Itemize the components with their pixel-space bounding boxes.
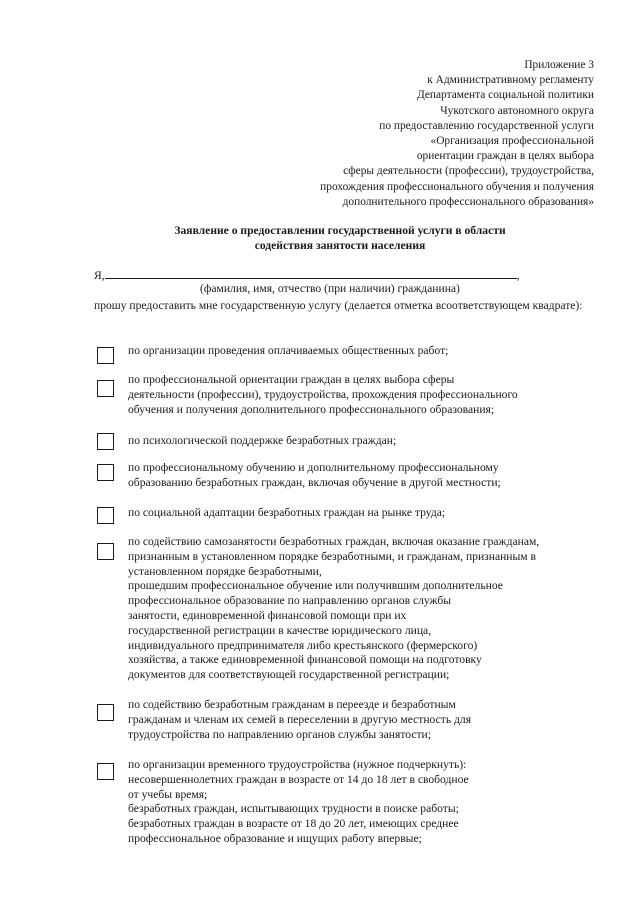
- header-line: «Организация профессиональной: [430, 135, 594, 148]
- header-line: дополнительного профессионального образования»: [342, 195, 594, 208]
- title-line: Заявление о предоставлении государственной услуги в области: [174, 224, 506, 237]
- option-checkbox[interactable]: [97, 380, 114, 397]
- header-line: Чукотского автономного округа: [440, 104, 594, 117]
- option-text: по содействию самозанятости безработных граждан, включая оказание гражданам, признанным в установленном порядке безработными, и гражданам, признанным в установленном порядке безработными, прошедшим профессиональное обучение или получившим дополнительное профессиональное образование по направлению органов службы занятости, единовременной финансовой помощи при их государственной регистрации в качестве юридического лица, индивидуального предпринимателя либо крестьянского (фермерского) хозяйства, а также единовременной финансовой помощи на подготовку документов для соответствующей государственной регистрации;: [128, 535, 540, 682]
- option-checkbox[interactable]: [97, 464, 114, 481]
- request-text: прошу предоставить мне государственную услугу (делается отметка всоответствующем квадрате):: [94, 299, 583, 312]
- option-text: по профессиональной ориентации граждан в целях выбора сферы деятельности (профессии), трудоустройства, прохождения профессионального обучения и получения дополнительного профессионального образования;: [128, 373, 518, 416]
- document-title: [90, 223, 590, 253]
- header-line: Приложение 3: [524, 59, 594, 71]
- applicant-name-row: [94, 268, 520, 282]
- header-line: сферы деятельности (профессии), трудоустройства,: [343, 165, 594, 178]
- option-checkbox[interactable]: [97, 507, 114, 524]
- applicant-name-field[interactable]: [105, 268, 517, 279]
- option-checkbox[interactable]: [97, 763, 114, 780]
- applicant-name-hint: (фамилия, имя, отчество (при наличии) гражданина): [200, 282, 460, 295]
- option-checkbox[interactable]: [97, 543, 114, 560]
- option-text: по профессиональному обучению и дополнительному профессиональному образованию безработных граждан, включая обучение в другой местности;: [128, 461, 501, 489]
- option-text: по организации проведения оплачиваемых общественных работ;: [128, 344, 449, 357]
- title-line: содействия занятости населения: [254, 239, 426, 252]
- option-text: по психологической поддержке безработных граждан;: [128, 434, 397, 447]
- option-text: по содействию безработным гражданам в переезде и безработным гражданам и членам их семей в переселении в другую местность для трудоустройства по направлению органов службы занятости;: [128, 698, 472, 741]
- applicant-suffix: ,: [516, 269, 520, 282]
- appendix-header: [234, 58, 594, 210]
- applicant-prefix: Я,: [94, 269, 105, 282]
- header-line: по предоставлению государственной услуги: [379, 119, 594, 132]
- option-text: по социальной адаптации безработных граждан на рынке труда;: [128, 506, 446, 519]
- header-line: ориентации граждан в целях выбора: [416, 150, 594, 163]
- header-line: Департамента социальной политики: [416, 89, 594, 102]
- option-checkbox[interactable]: [97, 433, 114, 450]
- header-line: к Административному регламенту: [427, 74, 594, 87]
- option-checkbox[interactable]: [97, 347, 114, 364]
- option-checkbox[interactable]: [97, 704, 114, 721]
- header-line: прохождения профессионального обучения и получения: [320, 180, 594, 193]
- option-text: по организации временного трудоустройства (нужное подчеркнуть): несовершеннолетних граждан в возрасте от 14 до 18 лет в свободное от учебы время; безработных граждан, испытывающих трудности в поиске работы; безработных граждан в возрасте от 18 до 20 лет, имеющих среднее профессиональное образование и ищущих работу впервые;: [128, 758, 469, 845]
